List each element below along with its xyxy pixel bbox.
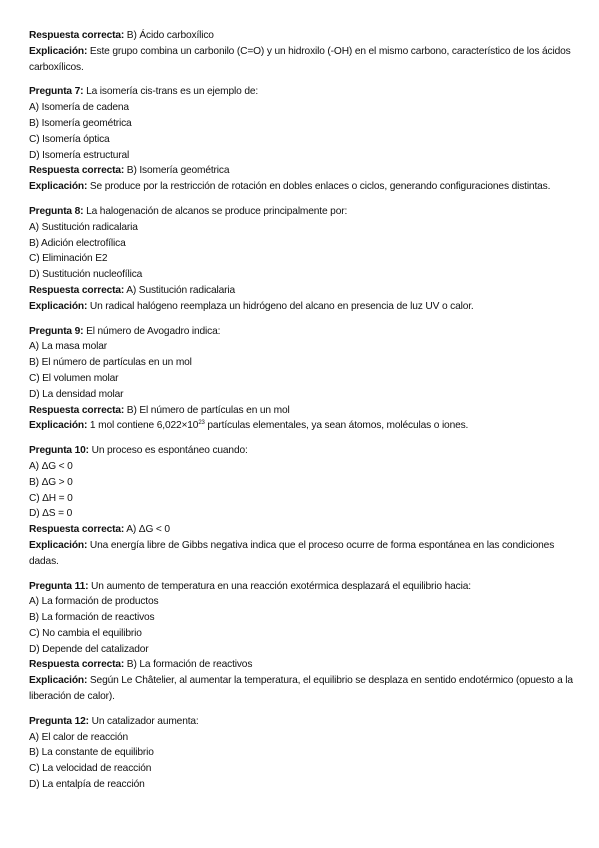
option-d: D) ΔS = 0 (29, 508, 73, 520)
question-number: Pregunta 12: (29, 715, 89, 727)
question-text: Un proceso es espontáneo cuando: (91, 445, 248, 457)
question-heading (29, 443, 574, 459)
question-text: La isomería cis-trans es un ejemplo de: (86, 86, 259, 98)
option-a: A) ΔG < 0 (29, 460, 73, 472)
answer-text: A) ΔG < 0 (126, 524, 170, 536)
option-c: C) La velocidad de reacción (29, 763, 152, 775)
explanation-text: Este grupo combina un carbonilo (C=O) y un hidroxilo (-OH) en el mismo carbono, característico de los ácidos carboxílicos. (29, 45, 571, 73)
option-d: D) Sustitución nucleofílica (29, 269, 143, 281)
answer-text: A) Sustitución radicalaria (126, 284, 236, 296)
option-a: A) Isomería de cadena (29, 102, 129, 114)
option-d: D) Isomería estructural (29, 149, 130, 161)
question-heading (29, 84, 574, 100)
question-text: El número de Avogadro indica: (86, 325, 221, 337)
explanation-text: Según Le Châtelier, al aumentar la temperatura, el equilibrio se desplaza en sentido endotérmico (opuesto a la liberación de calor). (29, 675, 573, 703)
explanation-text: Una energía libre de Gibbs negativa indica que el proceso ocurre de forma espontánea en las condiciones dadas. (29, 539, 555, 567)
explanation-label: Explicación: (29, 181, 88, 193)
answer-text: B) Ácido carboxílico (126, 30, 214, 41)
option-b: B) El número de partículas en un mol (29, 357, 192, 369)
question-heading (29, 324, 574, 340)
answer-label: Respuesta correcta: (29, 284, 125, 296)
explanation-line (29, 179, 574, 195)
answer-label: Respuesta correcta: (29, 524, 125, 536)
explanation-label: Explicación: (29, 539, 88, 551)
explanation-label: Explicación: (29, 420, 88, 432)
answer-label: Respuesta correcta: (29, 165, 125, 177)
option-c: C) Isomería óptica (29, 133, 110, 145)
question-number: Pregunta 7: (29, 86, 84, 98)
question-heading (29, 714, 574, 730)
answer-line (29, 163, 574, 179)
option-b: B) La constante de equilibrio (29, 747, 154, 759)
explanation-label: Explicación: (29, 45, 88, 57)
explanation-label: Explicación: (29, 300, 88, 312)
question-text: Un aumento de temperatura en una reacción exotérmica desplazará el equilibrio hacia: (91, 580, 471, 592)
answer-line (29, 28, 574, 44)
answer-line (29, 522, 574, 538)
option-b: B) Isomería geométrica (29, 117, 132, 129)
option-a: A) La masa molar (29, 341, 107, 353)
explanation-text-start: 1 mol contiene 6,022×10 (89, 420, 199, 432)
option-a: A) La formación de productos (29, 596, 159, 608)
answer-text: B) La formación de reactivos (126, 659, 253, 671)
option-b: B) ΔG > 0 (29, 476, 73, 488)
option-a: A) Sustitución radicalaria (29, 221, 138, 233)
answer-line (29, 403, 574, 419)
option-a: A) El calor de reacción (29, 731, 129, 743)
answer-line (29, 657, 574, 673)
explanation-line (29, 299, 574, 315)
option-c: C) ΔH = 0 (29, 492, 73, 504)
option-c: C) No cambia el equilibrio (29, 627, 142, 639)
explanation-text-end: partículas elementales, ya sean átomos, moléculas o iones. (204, 420, 469, 432)
option-d: D) La densidad molar (29, 388, 124, 400)
question-number: Pregunta 10: (29, 445, 89, 457)
document-page (29, 28, 574, 793)
option-d: D) La entalpía de reacción (29, 779, 145, 791)
question-text: Un catalizador aumenta: (91, 715, 199, 727)
question-heading (29, 579, 574, 595)
option-d: D) Depende del catalizador (29, 643, 149, 655)
explanation-text: Un radical halógeno reemplaza un hidrógeno del alcano en presencia de luz UV o calor. (89, 300, 474, 312)
explanation-line (29, 418, 574, 434)
question-text: La halogenación de alcanos se produce principalmente por: (86, 205, 348, 217)
option-c: C) Eliminación E2 (29, 253, 108, 265)
question-number: Pregunta 9: (29, 325, 84, 337)
explanation-text: Se produce por la restricción de rotación en dobles enlaces o ciclos, generando configuraciones distintas. (89, 181, 551, 193)
question-heading (29, 204, 574, 220)
answer-line (29, 283, 574, 299)
option-b: B) La formación de reactivos (29, 612, 155, 624)
explanation-label: Explicación: (29, 675, 88, 687)
explanation-line (29, 673, 574, 705)
answer-text: B) El número de partículas en un mol (126, 404, 290, 416)
answer-label: Respuesta correcta: (29, 659, 125, 671)
exponent: 23 (198, 420, 205, 427)
answer-text: B) Isomería geométrica (126, 165, 230, 177)
question-number: Pregunta 11: (29, 580, 89, 592)
question-number: Pregunta 8: (29, 205, 84, 217)
explanation-line (29, 538, 574, 570)
answer-label: Respuesta correcta: (29, 404, 125, 416)
explanation-line (29, 44, 574, 76)
option-c: C) El volumen molar (29, 372, 119, 384)
answer-label: Respuesta correcta: (29, 30, 125, 41)
option-b: B) Adición electrofílica (29, 237, 126, 249)
